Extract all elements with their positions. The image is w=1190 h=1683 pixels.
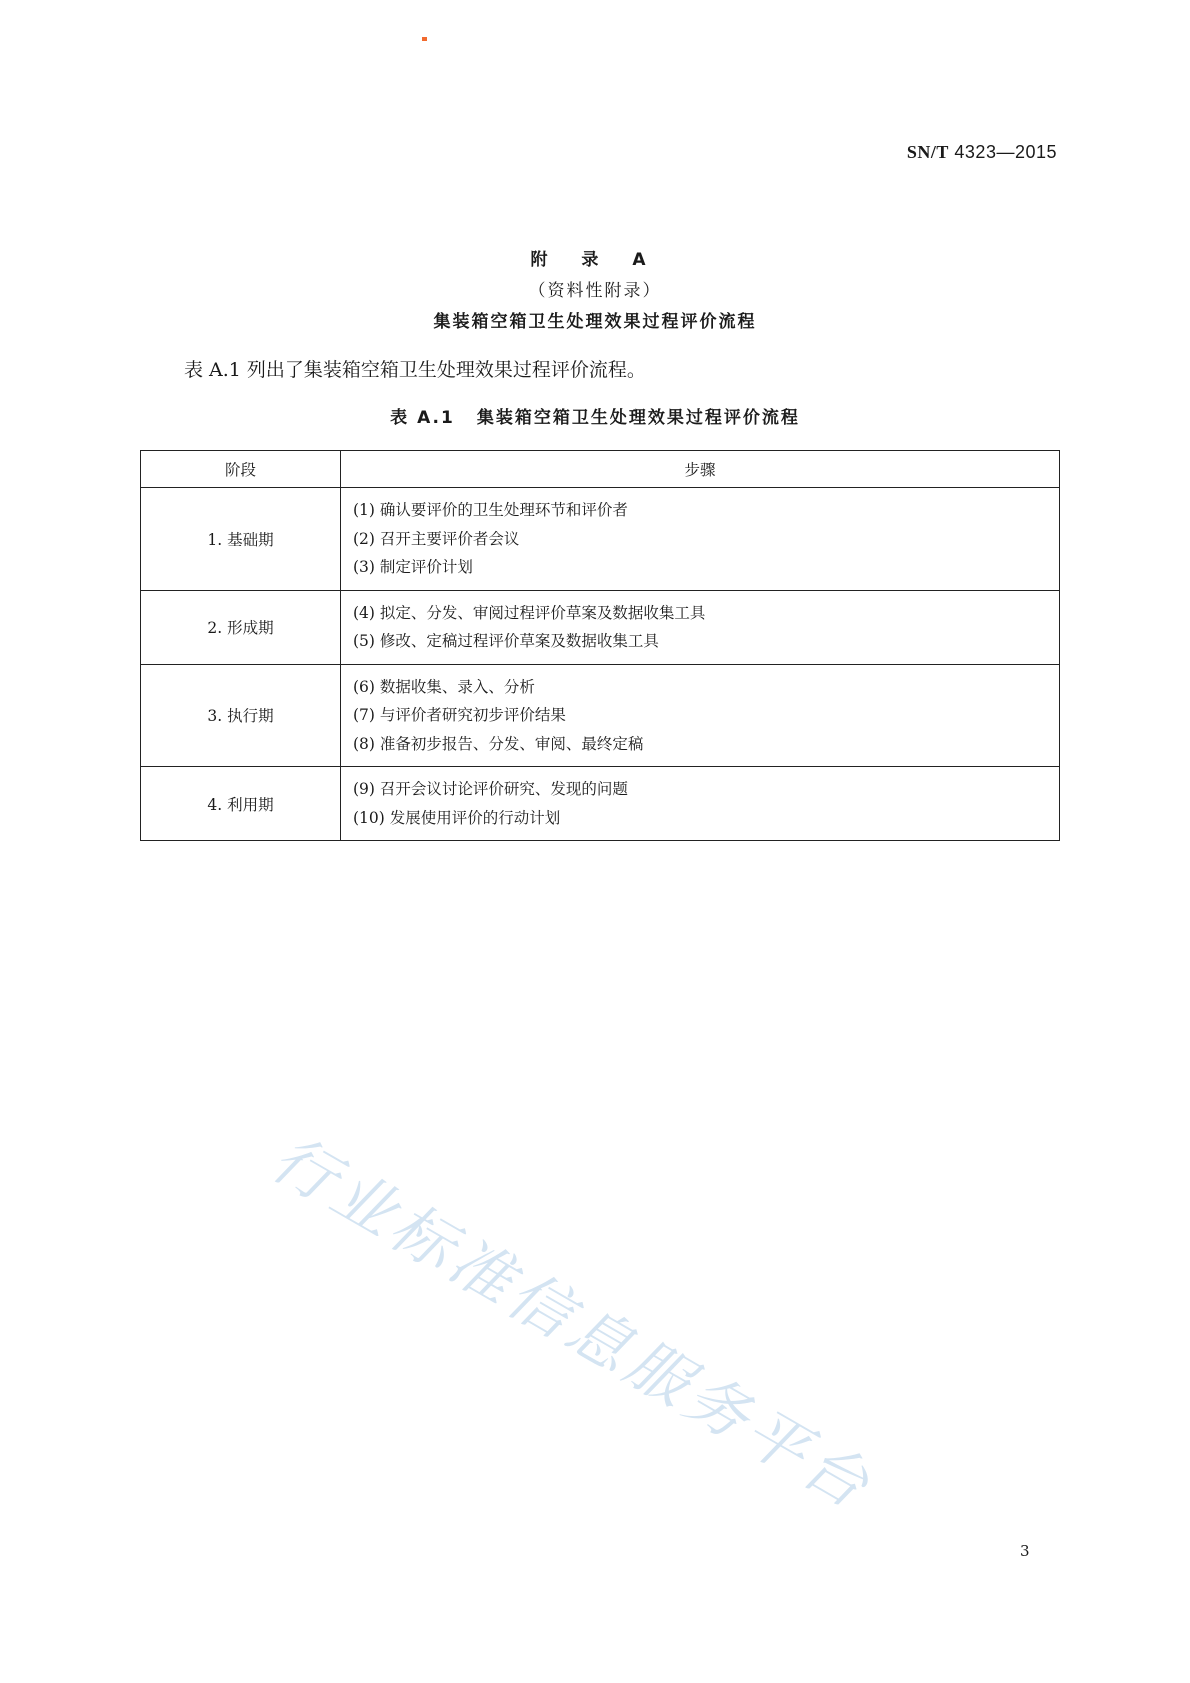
step-item: (8) 准备初步报告、分发、审阅、最终定稿 (353, 734, 644, 753)
table-caption-number: 表 A.1 (390, 408, 455, 428)
watermark: 行业标准信息服务平台 (260, 1121, 886, 1525)
intro-paragraph: 表 A.1 列出了集装箱空箱卫生处理效果过程评价流程。 (184, 359, 646, 381)
phase-cell: 3. 执行期 (141, 664, 341, 767)
step-item: (9) 召开会议讨论评价研究、发现的问题 (353, 780, 628, 798)
header-steps: 步骤 (341, 451, 1060, 488)
steps-cell (341, 590, 1060, 664)
step-item: (10) 发展使用评价的行动计划 (353, 808, 561, 827)
table-caption (0, 403, 1190, 428)
phase-cell: 2. 形成期 (141, 590, 341, 664)
step-item: (1) 确认要评价的卫生处理环节和评价者 (353, 501, 628, 519)
steps-cell (341, 488, 1060, 591)
standard-prefix: SN/T (906, 142, 949, 162)
phase-cell: 4. 利用期 (141, 767, 341, 841)
table-caption-title: 集装箱空箱卫生处理效果过程评价流程 (476, 408, 800, 428)
table-header-row (141, 451, 1060, 488)
step-item: (2) 召开主要评价者会议 (353, 529, 520, 548)
standard-number-header (907, 142, 1057, 163)
phase-cell: 1. 基础期 (141, 488, 341, 591)
step-item: (6) 数据收集、录入、分析 (353, 677, 535, 696)
steps-cell (341, 664, 1060, 767)
appendix-name: 集装箱空箱卫生处理效果过程评价流程 (433, 312, 757, 332)
orange-mark (422, 37, 427, 41)
step-item: (4) 拟定、分发、审阅过程评价草案及数据收集工具 (353, 603, 706, 622)
table-row (141, 488, 1060, 591)
page-number: 3 (1020, 1542, 1030, 1560)
steps-cell (341, 767, 1060, 841)
standard-number: 4323—2015 (954, 142, 1057, 162)
table-row (141, 590, 1060, 664)
appendix-title: 附 录 A (530, 250, 660, 270)
evaluation-flow-table (140, 450, 1060, 841)
table-row (141, 664, 1060, 767)
table-row (141, 767, 1060, 841)
header-phase: 阶段 (141, 451, 341, 488)
step-item: (5) 修改、定稿过程评价草案及数据收集工具 (353, 632, 659, 650)
step-item: (7) 与评价者研究初步评价结果 (353, 706, 566, 724)
step-item: (3) 制定评价计划 (353, 558, 473, 576)
appendix-type: （资料性附录） (528, 281, 662, 301)
